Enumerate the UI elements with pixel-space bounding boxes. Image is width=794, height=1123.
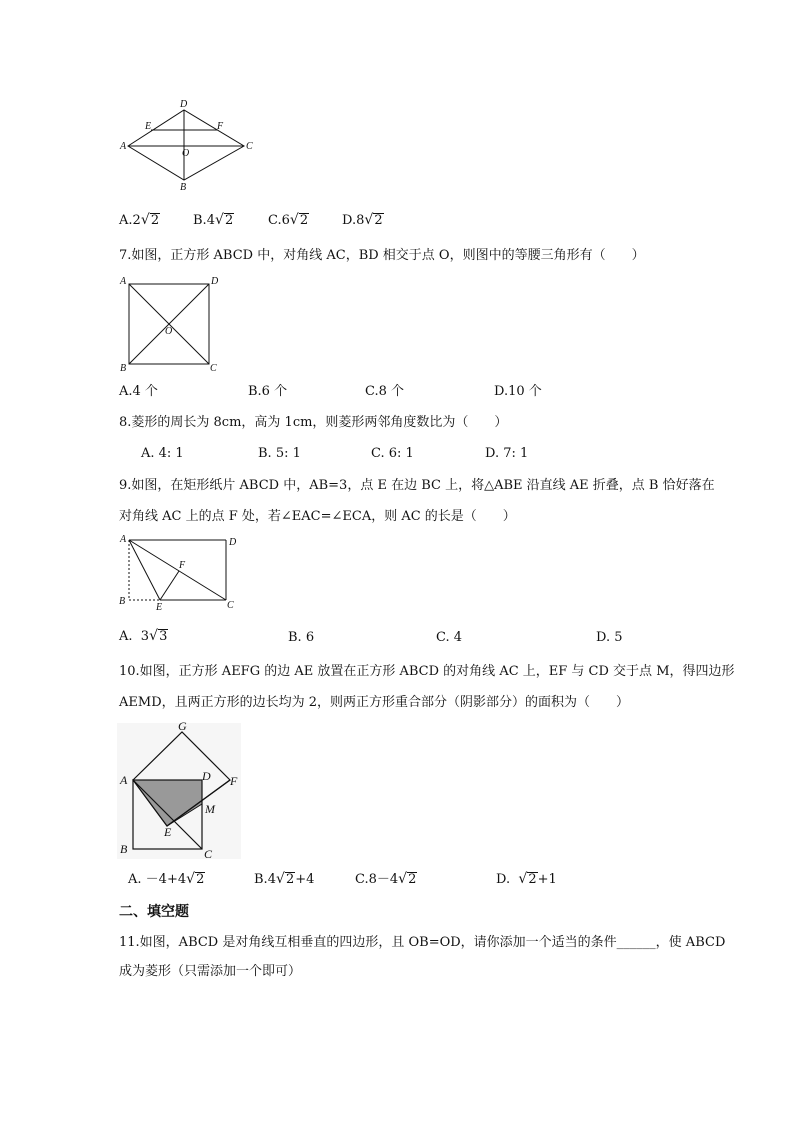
- label-F: F: [230, 774, 238, 788]
- q6-option-a[interactable]: A.2√ 2: [119, 212, 160, 230]
- label-A: A: [120, 141, 127, 152]
- label-C: C: [246, 141, 253, 152]
- label-B: B: [180, 182, 187, 193]
- rectangle-fold-figure: [116, 532, 246, 614]
- label-G: G: [178, 722, 187, 733]
- label-E: E: [156, 602, 163, 613]
- label-B: B: [120, 363, 127, 374]
- label-E: E: [164, 825, 172, 839]
- q8-option-a[interactable]: A. 4: 1: [141, 446, 184, 461]
- label-B: B: [120, 842, 128, 856]
- q8-option-d[interactable]: D. 7: 1: [485, 446, 529, 461]
- q9-option-d[interactable]: D. 5: [596, 630, 623, 645]
- q9-question-line1: 9.如图，在矩形纸片 ABCD 中，AB=3，点 E 在边 BC 上，将△ABE 沿直线 AE 折叠，点 B 恰好落在: [119, 478, 715, 493]
- q9-option-b[interactable]: B. 6: [288, 630, 315, 645]
- q7-question: 7.如图，正方形 ABCD 中，对角线 AC，BD 相交于点 O，则图中的等腰三角形有（ ）: [119, 248, 645, 263]
- q6-option-d[interactable]: D.8√ 2: [342, 212, 384, 230]
- q6-option-b[interactable]: B.4√ 2: [193, 212, 234, 230]
- label-D: D: [180, 99, 188, 110]
- section-heading-fill-blank: 二、填空题: [119, 904, 189, 920]
- q7-option-b[interactable]: B.6 个: [248, 384, 288, 399]
- q8-option-c[interactable]: C. 6: 1: [371, 446, 414, 461]
- q10-option-b[interactable]: B.4√ 2+4: [254, 871, 314, 889]
- label-F: F: [179, 560, 186, 571]
- square-diagonals-figure: [118, 274, 226, 374]
- q6-option-c[interactable]: C.6√ 2: [268, 212, 309, 230]
- q8-option-b[interactable]: B. 5: 1: [258, 446, 301, 461]
- q11-question-line1: 11.如图，ABCD 是对角线互相垂直的四边形，且 OB=OD，请你添加一个适当的条件______，使 ABCD: [119, 935, 726, 950]
- label-C: C: [204, 847, 213, 860]
- label-E: E: [145, 121, 152, 132]
- label-M: M: [205, 802, 215, 816]
- q7-option-c[interactable]: C.8 个: [365, 384, 405, 399]
- q9-question-line2: 对角线 AC 上的点 F 处，若∠EAC=∠ECA，则 AC 的长是（ ）: [119, 509, 516, 524]
- label-O: O: [165, 326, 173, 337]
- label-C: C: [210, 363, 217, 374]
- label-D: D: [211, 276, 219, 287]
- label-D: D: [229, 537, 237, 548]
- label-A: A: [120, 276, 127, 287]
- q8-question: 8.菱形的周长为 8cm，高为 1cm，则菱形两邻角度数比为（ ）: [119, 415, 508, 430]
- q10-question-line2: AEMD，且两正方形的边长均为 2，则两正方形重合部分（阴影部分）的面积为（ ）: [119, 695, 630, 710]
- label-A: A: [120, 534, 127, 545]
- q10-question-line1: 10.如图，正方形 AEFG 的边 AE 放置在正方形 ABCD 的对角线 AC 上，EF 与 CD 交于点 M，得四边形: [119, 664, 735, 679]
- rhombus-figure: [118, 98, 258, 194]
- q10-option-a[interactable]: A. －4+4√ 2: [128, 871, 205, 889]
- q9-option-a[interactable]: A. 3√ 3: [119, 628, 168, 646]
- label-A: A: [120, 773, 128, 787]
- label-B: B: [119, 596, 126, 607]
- two-squares-figure: [116, 722, 242, 860]
- label-C: C: [227, 600, 234, 611]
- label-F: F: [217, 121, 224, 132]
- q9-option-c[interactable]: C. 4: [436, 630, 463, 645]
- q7-option-d[interactable]: D.10 个: [494, 384, 542, 399]
- q10-option-c[interactable]: C.8－4√ 2: [355, 871, 417, 889]
- q11-question-line2: 成为菱形（只需添加一个即可）: [119, 964, 302, 979]
- label-D: D: [202, 769, 211, 783]
- q10-option-d[interactable]: D. √ 2+1: [496, 871, 557, 889]
- q7-option-a[interactable]: A.4 个: [119, 384, 158, 399]
- label-O: O: [182, 148, 190, 159]
